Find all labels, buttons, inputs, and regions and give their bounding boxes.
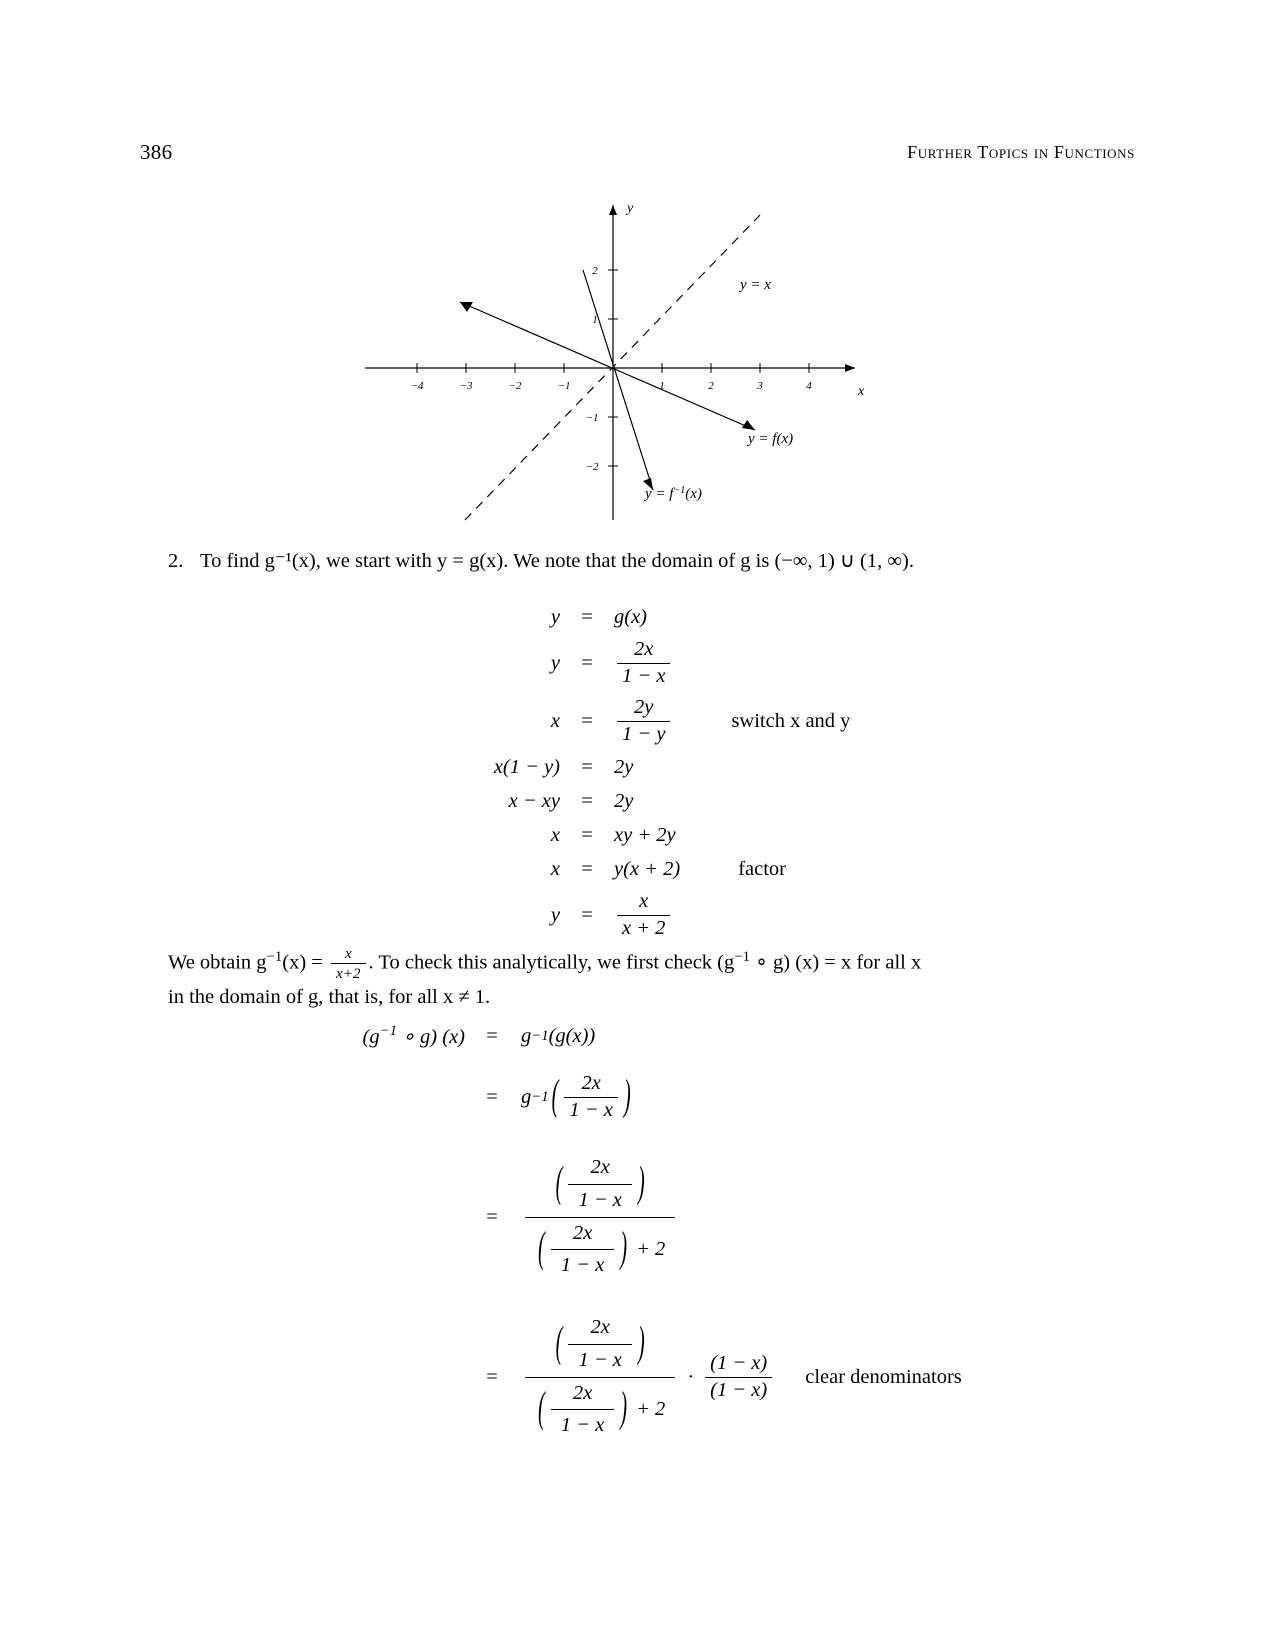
derivation-row xyxy=(430,750,950,784)
fraction xyxy=(551,1222,614,1278)
row-eq: = xyxy=(486,1365,498,1388)
row-rhs: 2y xyxy=(614,789,634,812)
numerator: 2x xyxy=(590,1156,610,1179)
para-exponent: −1 xyxy=(734,948,750,965)
denominator: 1 − x xyxy=(568,1344,631,1373)
fraction xyxy=(617,890,670,940)
right-paren: ) xyxy=(637,1160,645,1207)
svg-text:−4: −4 xyxy=(410,380,424,392)
row-lhs: x − xy xyxy=(508,789,560,812)
numerator: 2x xyxy=(590,1316,610,1339)
fraction xyxy=(331,945,366,983)
row-eq: = xyxy=(581,789,593,812)
para-part: (g xyxy=(717,951,735,974)
svg-text:x: x xyxy=(858,384,865,399)
derivation-row xyxy=(430,784,950,818)
row-eq: = xyxy=(486,1085,498,1108)
row-eq: = xyxy=(581,709,593,732)
row-rhs-exponent: −1 xyxy=(531,1088,549,1105)
fraction xyxy=(568,1316,631,1372)
fraction xyxy=(551,1382,614,1438)
svg-text:−1: −1 xyxy=(557,380,571,392)
fraction xyxy=(564,1072,617,1122)
row-lhs: y xyxy=(550,651,560,674)
row-lhs: y xyxy=(550,605,560,628)
left-paren: ( xyxy=(551,1072,559,1120)
row-annotation: factor xyxy=(738,857,786,880)
page-header xyxy=(140,140,1135,170)
denominator: x+2 xyxy=(331,963,366,982)
svg-text:y: y xyxy=(627,201,634,216)
numerator: 2x xyxy=(634,637,654,660)
numerator: x xyxy=(344,945,352,962)
row-eq: = xyxy=(581,903,593,926)
row-eq: = xyxy=(486,1205,498,1228)
para-part: ∘ g) (x) = x for all x xyxy=(749,951,922,974)
label-identity-line: y = x xyxy=(740,277,771,293)
svg-text:2: 2 xyxy=(592,265,598,277)
svg-text:2: 2 xyxy=(708,380,714,392)
row-lhs: x xyxy=(550,857,560,880)
numerator: 2x xyxy=(572,1381,593,1404)
right-paren: ) xyxy=(620,1225,628,1272)
left-paren: ( xyxy=(555,1160,563,1207)
right-paren: ) xyxy=(623,1072,631,1120)
page-number: 386 xyxy=(140,140,173,164)
item-number: 2. xyxy=(168,550,184,572)
right-paren: ) xyxy=(620,1385,628,1432)
svg-text:1: 1 xyxy=(592,314,598,326)
derivation-row xyxy=(430,852,950,886)
row-eq: = xyxy=(581,651,593,674)
denominator-tail: + 2 xyxy=(636,1398,666,1421)
row-lhs: x(1 − y) xyxy=(493,755,560,778)
row-annotation: switch x and y xyxy=(731,709,851,732)
check-row-2 xyxy=(250,1057,1210,1137)
label-function: y = f(x) xyxy=(748,431,794,447)
row-lhs-part: ∘ g) (x) xyxy=(396,1025,465,1048)
numerator: (1 − x) xyxy=(710,1351,768,1374)
para-part: . To check this analytically, we first check xyxy=(368,951,718,974)
denominator: 1 − y xyxy=(617,721,670,747)
numerator: 2x xyxy=(572,1221,593,1244)
row-rhs: g(x) xyxy=(614,605,648,628)
label-inverse: $y = f^{-1}(x)$ xyxy=(645,484,702,502)
svg-text:4: 4 xyxy=(806,380,812,392)
para-part: (x) = xyxy=(282,951,328,974)
item-text: To find g⁻¹(x), we start with y = g(x). We note that the domain of g is (−∞, 1) ∪ (1, ∞). xyxy=(200,550,914,572)
left-paren: ( xyxy=(555,1320,563,1367)
compound-fraction xyxy=(525,1156,675,1277)
derivation-row xyxy=(430,886,950,944)
numerator: x xyxy=(639,889,649,912)
row-lhs-part: (g xyxy=(362,1025,380,1048)
multiplication-dot: · xyxy=(687,1365,695,1388)
derivation-block xyxy=(430,600,950,944)
fraction xyxy=(705,1352,772,1402)
svg-text:−2: −2 xyxy=(585,461,599,473)
right-paren: ) xyxy=(637,1320,645,1367)
derivation-row xyxy=(430,692,950,750)
check-computation-block xyxy=(250,1015,1210,1457)
numbered-item-2 xyxy=(168,548,1108,576)
row-annotation: clear denominators xyxy=(805,1365,962,1388)
derivation-row xyxy=(430,818,950,852)
row-lhs: y xyxy=(550,903,560,926)
fraction xyxy=(617,696,670,746)
fraction xyxy=(568,1156,631,1212)
denominator: 1 − x xyxy=(551,1409,614,1438)
row-rhs-exponent: −1 xyxy=(531,1027,549,1044)
denominator: x + 2 xyxy=(617,915,670,941)
row-eq: = xyxy=(581,755,593,778)
derivation-row xyxy=(430,600,950,634)
denominator: 1 − x xyxy=(617,663,670,689)
left-paren: ( xyxy=(538,1225,545,1272)
row-rhs-part: (g(x)) xyxy=(548,1024,596,1047)
svg-text:−2: −2 xyxy=(508,380,522,392)
para-part: We obtain g xyxy=(168,951,267,974)
row-lhs-exponent: −1 xyxy=(379,1023,397,1040)
numerator: 2y xyxy=(634,695,654,718)
denominator: 1 − x xyxy=(568,1184,631,1213)
compound-fraction xyxy=(525,1316,675,1437)
row-rhs: 2y xyxy=(614,755,634,778)
svg-text:−1: −1 xyxy=(585,412,599,424)
denominator: (1 − x) xyxy=(705,1377,772,1403)
svg-text:1: 1 xyxy=(659,380,665,392)
numerator: 2x xyxy=(581,1071,601,1094)
row-rhs: y(x + 2) xyxy=(614,857,681,880)
row-eq: = xyxy=(581,605,593,628)
check-row-3 xyxy=(250,1137,1210,1297)
figure-graph xyxy=(355,190,925,530)
row-eq: = xyxy=(581,823,593,846)
check-row-1 xyxy=(250,1015,1210,1057)
denominator: 1 − x xyxy=(564,1097,617,1123)
fraction xyxy=(617,638,670,688)
svg-text:3: 3 xyxy=(757,380,763,392)
graph-svg xyxy=(355,190,925,530)
row-eq: = xyxy=(581,857,593,880)
running-head: Further Topics in Functions xyxy=(907,142,1135,162)
row-lhs: x xyxy=(550,823,560,846)
row-rhs: xy + 2y xyxy=(614,823,676,846)
derivation-row xyxy=(430,634,950,692)
denominator-tail: + 2 xyxy=(636,1238,666,1261)
row-eq: = xyxy=(486,1024,498,1047)
row-rhs-part: g xyxy=(521,1085,532,1108)
para-line-2: in the domain of g, that is, for all x ≠ 1. xyxy=(168,985,491,1008)
check-paragraph xyxy=(168,945,1073,1012)
row-rhs-part: g xyxy=(521,1024,532,1047)
svg-text:−3: −3 xyxy=(459,380,473,392)
para-exponent: −1 xyxy=(266,948,283,965)
left-paren: ( xyxy=(538,1385,545,1432)
check-row-4 xyxy=(250,1297,1210,1457)
denominator: 1 − x xyxy=(551,1249,614,1278)
row-lhs: x xyxy=(550,709,560,732)
